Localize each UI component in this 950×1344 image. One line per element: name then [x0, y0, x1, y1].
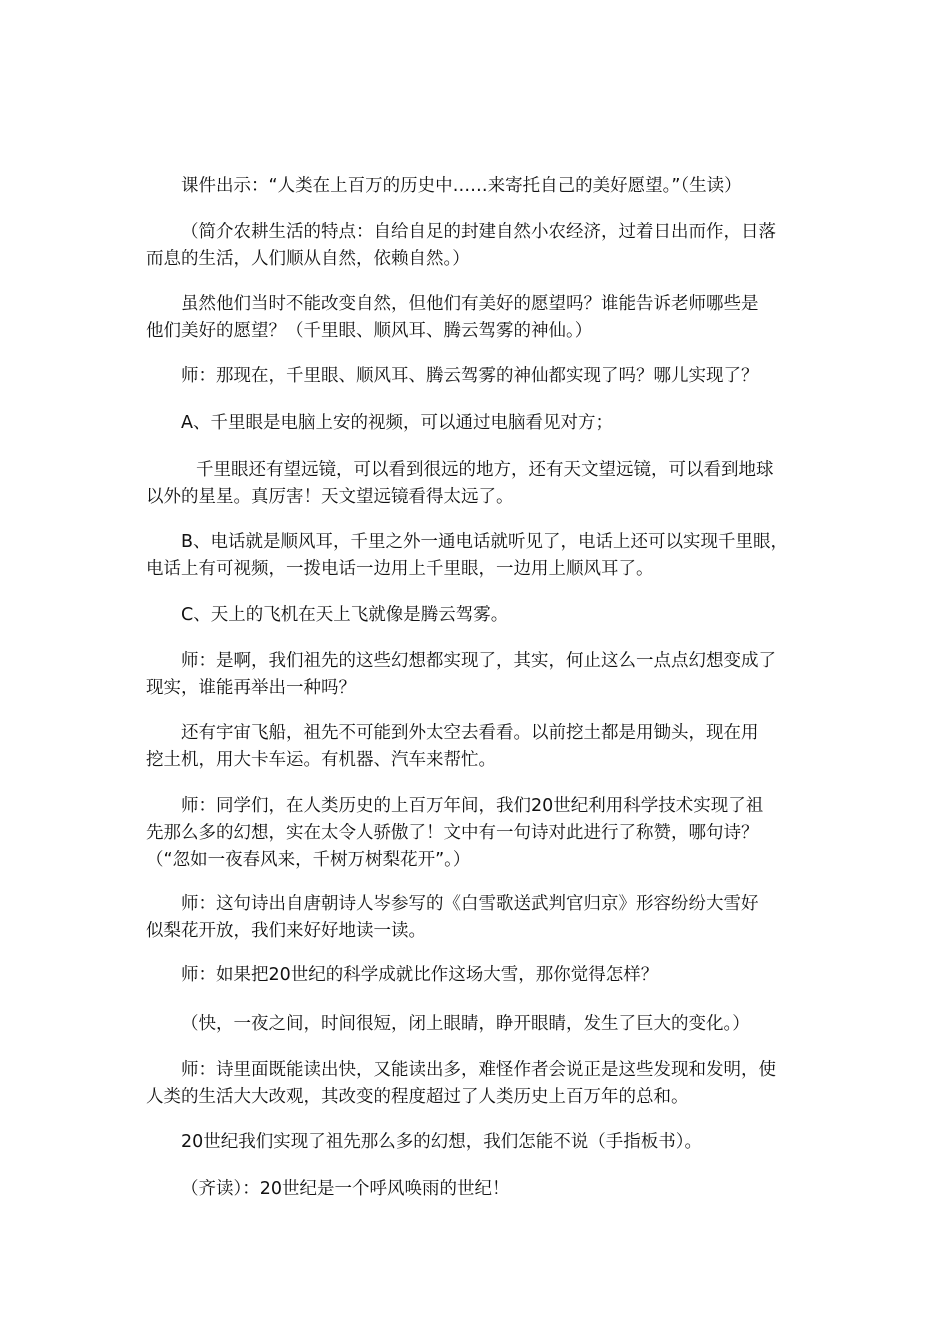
text-line: 先那么多的幻想，实在太令人骄傲了！文中有一句诗对此进行了称赞，哪句诗？: [146, 823, 759, 843]
text-line: 现实，谁能再举出一种吗？: [146, 678, 356, 698]
paragraph-14: [146, 1011, 806, 1038]
text-line: 而息的生活，人们顺从自然，依赖自然。）: [146, 249, 470, 269]
paragraph-17: [146, 1176, 806, 1203]
paragraph-9: [146, 648, 806, 702]
text-line: 师：同学们，在人类历史的上百万年间，我们20世纪利用科学技术实现了祖: [181, 796, 764, 816]
text-line: 电话上有可视频，一拨电话一边用上千里眼，一边用上顺风耳了。: [146, 559, 654, 579]
paragraph-5: [146, 410, 806, 437]
text-line: 他们美好的愿望？（千里眼、顺风耳、腾云驾雾的神仙。）: [146, 321, 593, 341]
text-line: 师：是啊，我们祖先的这些幻想都实现了，其实，何止这么一点点幻想变成了: [181, 651, 776, 671]
paragraph-8: [146, 602, 806, 629]
paragraph-7: [146, 529, 806, 583]
text-line: 人类的生活大大改观，其改变的程度超过了人类历史上百万年的总和。: [146, 1087, 689, 1107]
paragraph-1: [146, 173, 806, 200]
text-line: 师：诗里面既能读出快，又能读出多，难怪作者会说正是这些发现和发明，使: [181, 1060, 776, 1080]
text-line: （“忽如一夜春风来，千树万树梨花开”。）: [146, 850, 471, 870]
paragraph-16: [146, 1129, 806, 1156]
text-line: A、千里眼是电脑上安的视频，可以通过电脑看见对方；: [181, 413, 613, 433]
text-line: B、电话就是顺风耳，千里之外一通电话就听见了，电话上还可以实现千里眼，: [181, 532, 789, 552]
text-line: （简介农耕生活的特点：自给自足的封建自然小农经济，过着日出而作，日落: [181, 222, 776, 242]
paragraph-6: [146, 457, 806, 511]
text-line: 还有宇宙飞船，祖先不可能到外太空去看看。以前挖土都是用锄头，现在用: [181, 723, 759, 743]
text-line: 似梨花开放，我们来好好地读一读。: [146, 921, 426, 941]
text-line: （齐读）：20世纪是一个呼风唤雨的世纪！: [181, 1179, 510, 1199]
text-line: 师：这句诗出自唐朝诗人岑参写的《白雪歌送武判官归京》形容纷纷大雪好: [181, 894, 759, 914]
paragraph-15: [146, 1057, 806, 1111]
text-line: 课件出示：“人类在上百万的历史中……来寄托自己的美好愿望。”（生读）: [181, 176, 742, 196]
paragraph-13: [146, 962, 806, 989]
paragraph-3: [146, 291, 806, 345]
text-line: 以外的星星。真厉害！天文望远镜看得太远了。: [146, 487, 514, 507]
text-line: （快，一夜之间，时间很短，闭上眼睛，睁开眼睛，发生了巨大的变化。）: [181, 1014, 750, 1034]
paragraph-12: [146, 891, 806, 945]
text-line: 挖土机，用大卡车运。有机器、汽车来帮忙。: [146, 750, 496, 770]
text-line: 千里眼还有望远镜，可以看到很远的地方，还有天文望远镜，可以看到地球: [196, 460, 774, 480]
text-line: 师：如果把20世纪的科学成就比作这场大雪，那你觉得怎样？: [181, 965, 659, 985]
paragraph-11: [146, 793, 806, 874]
paragraph-2: [146, 219, 806, 273]
text-line: 师：那现在，千里眼、顺风耳、腾云驾雾的神仙都实现了吗？哪儿实现了？: [181, 366, 759, 386]
paragraph-4: [146, 363, 806, 390]
text-line: C、天上的飞机在天上飞就像是腾云驾雾。: [181, 605, 509, 625]
text-line: 20世纪我们实现了祖先那么多的幻想，我们怎能不说（手指板书）。: [181, 1132, 703, 1152]
paragraph-10: [146, 720, 806, 774]
text-line: 虽然他们当时不能改变自然，但他们有美好的愿望吗？谁能告诉老师哪些是: [181, 294, 759, 314]
